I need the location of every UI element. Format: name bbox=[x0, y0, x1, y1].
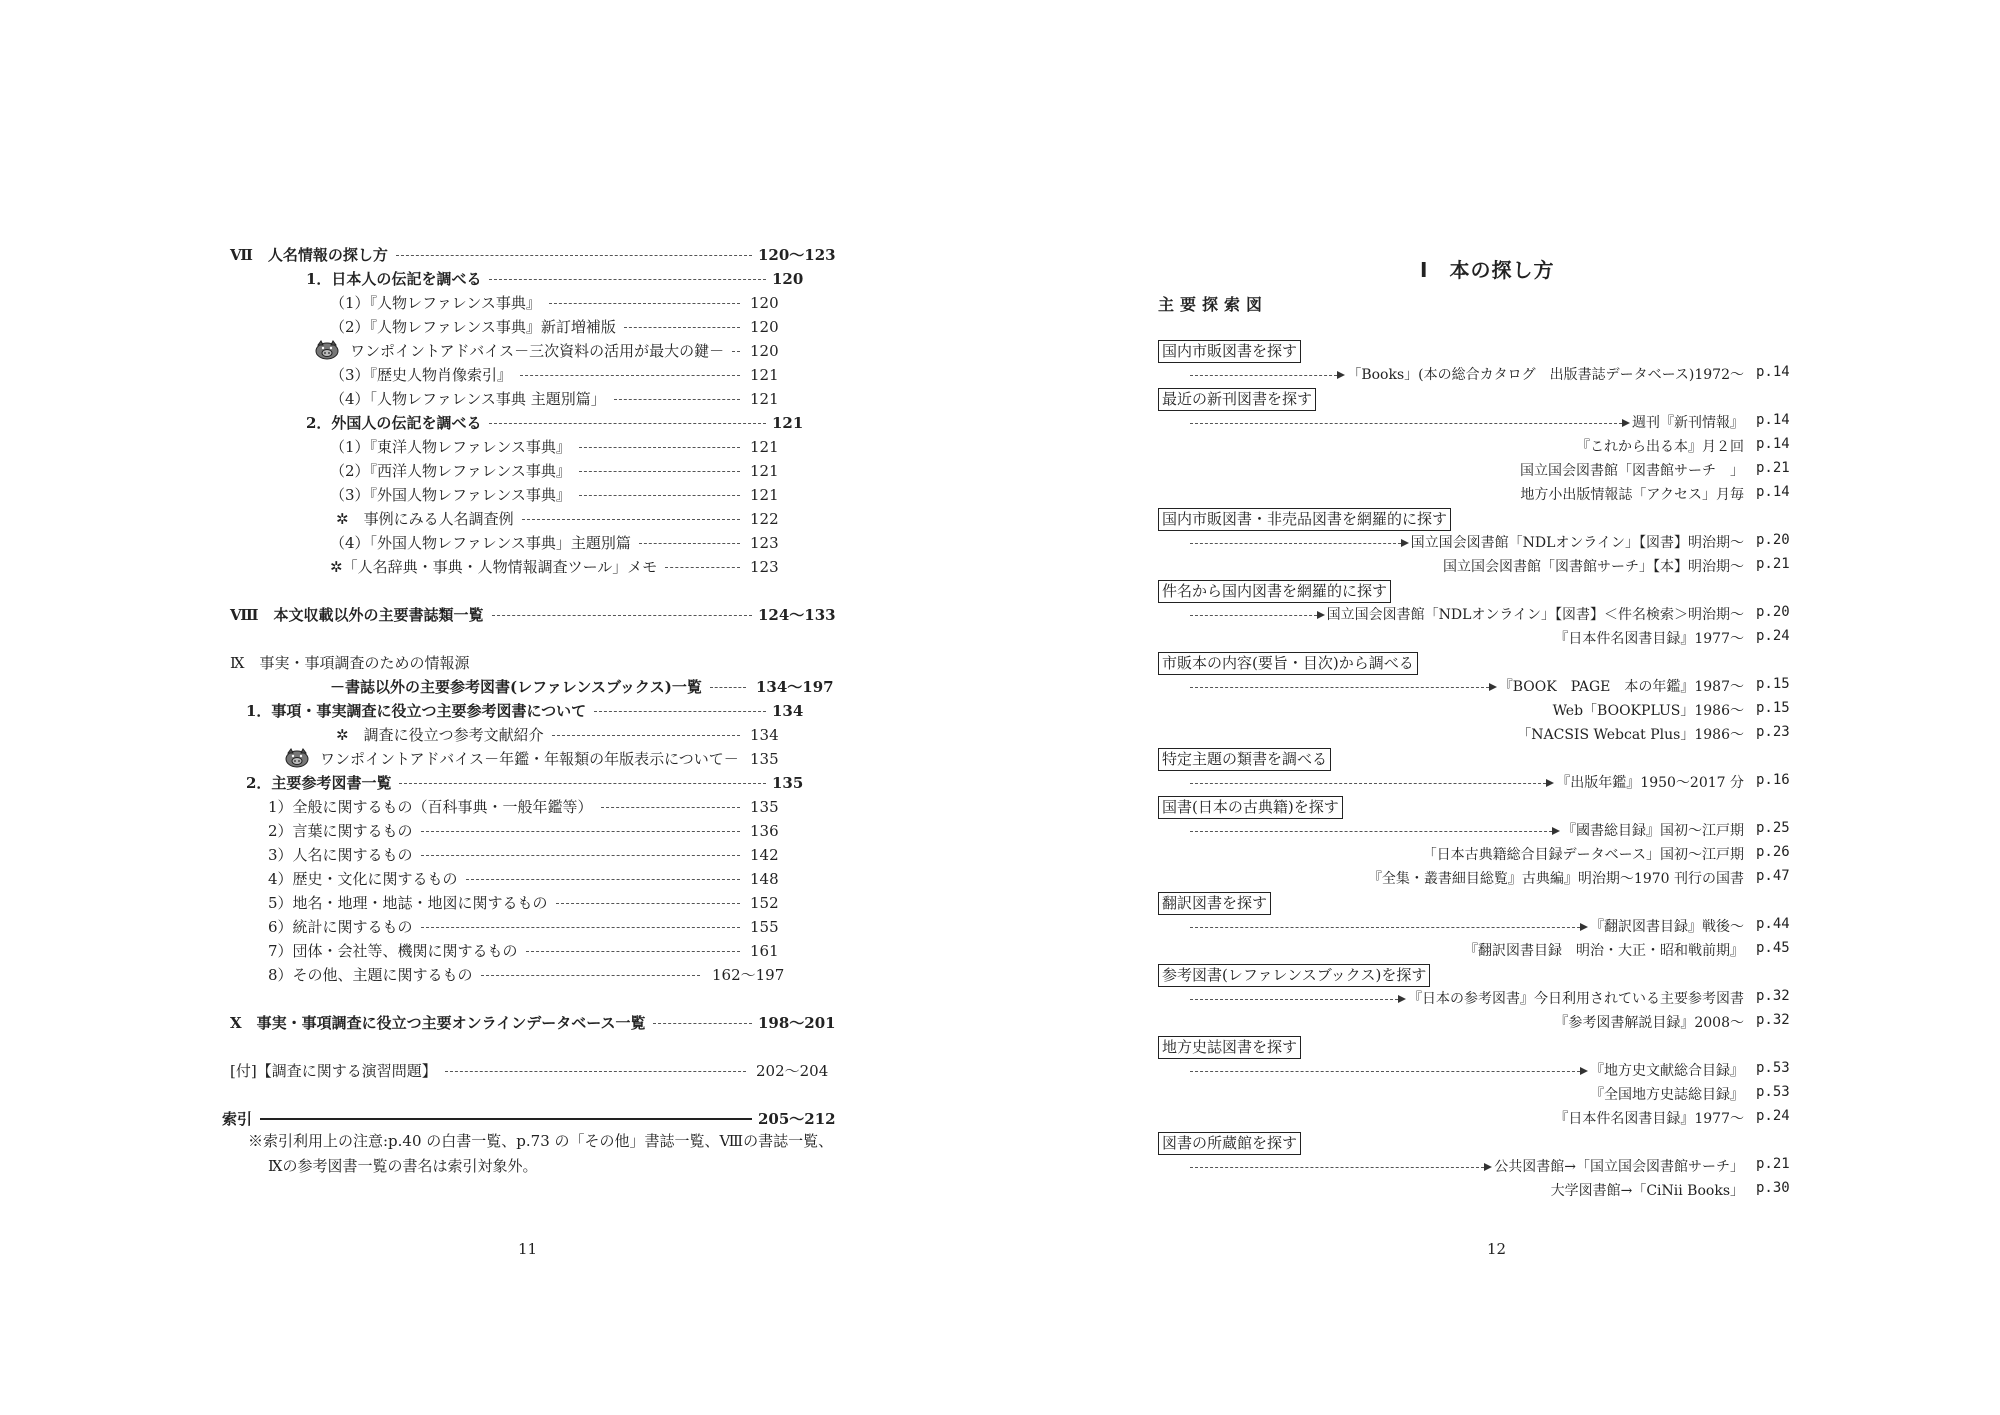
toc-entry-page: 198～201 bbox=[758, 1014, 836, 1032]
toc-entry-page: 122 bbox=[750, 510, 779, 528]
toc-entry-text: 6）統計に関するもの bbox=[268, 918, 413, 936]
toc-leader bbox=[492, 615, 752, 616]
result-item: 『日本件名図書目録』1977～ bbox=[1554, 631, 1744, 647]
result-item: Web「BOOKPLUS」1986～ bbox=[1552, 703, 1744, 719]
toc-entry-label bbox=[330, 460, 571, 482]
toc-entry-label bbox=[268, 964, 473, 986]
toc-leader bbox=[639, 543, 740, 544]
toc-leader bbox=[399, 783, 766, 784]
toc-entry bbox=[0, 364, 1000, 386]
toc-leader bbox=[594, 711, 766, 712]
result-page: p.30 bbox=[1756, 1180, 1790, 1196]
toc-entry-page: 135 bbox=[750, 798, 779, 816]
result-item: 『出版年鑑』1950～2017 分 bbox=[1556, 775, 1744, 791]
toc-leader bbox=[579, 471, 740, 472]
toc-entry-text: [付]【調査に関する演習問題】 bbox=[230, 1062, 437, 1080]
toc-entry bbox=[0, 412, 1000, 434]
category-box: 参考図書(レファレンスブックス)を探す bbox=[1158, 964, 1430, 987]
toc-entry bbox=[0, 724, 1000, 746]
toc-entry-label bbox=[330, 484, 571, 506]
toc-entry-text: ワンポイントアドバイス－年鑑・年報類の年版表示について－ bbox=[320, 750, 739, 768]
toc-entry-text: 4）歴史・文化に関するもの bbox=[268, 870, 458, 888]
toc-entry-text: Ⅶ 人名情報の探し方 bbox=[230, 246, 388, 264]
result-page: p.15 bbox=[1756, 676, 1790, 692]
toc-entry-label bbox=[284, 748, 739, 770]
toc-leader bbox=[614, 399, 740, 400]
toc-entry bbox=[0, 1012, 1000, 1034]
page-number-left: 11 bbox=[518, 1240, 538, 1258]
toc-entry-page: 120 bbox=[772, 270, 804, 288]
flow-arrow bbox=[1190, 783, 1546, 784]
toc-leader bbox=[653, 1023, 752, 1024]
toc-entry-label bbox=[306, 268, 481, 290]
toc-entry-text: 1．日本人の伝記を調べる bbox=[306, 270, 482, 288]
toc-entry bbox=[0, 532, 1000, 554]
result-page: p.20 bbox=[1756, 532, 1790, 548]
toc-entry-page: 142 bbox=[750, 846, 779, 864]
page-number-right: 12 bbox=[1487, 1240, 1507, 1258]
toc-entry-page: 121 bbox=[750, 462, 779, 480]
result-item: 国立国会図書館「図書館サーチ」【本】明治期～ bbox=[1443, 559, 1744, 575]
toc-entry bbox=[0, 244, 1000, 266]
toc-entry-text: （2）『人物レファレンス事典』新訂増補版 bbox=[330, 318, 616, 336]
category-box: 件名から国内図書を網羅的に探す bbox=[1158, 580, 1391, 603]
toc-entry-text: （3）『歴史人物肖像索引』 bbox=[330, 366, 513, 384]
result-item: 『参考図書解説目録』2008～ bbox=[1554, 1015, 1744, 1031]
toc-leader bbox=[421, 855, 740, 856]
result-item: 「日本古典籍総合目録データベース」国初～江戸期 bbox=[1422, 847, 1744, 863]
toc-entry-text: 索引 bbox=[222, 1110, 253, 1128]
result-item: 『國書総目録』国初～江戸期 bbox=[1562, 823, 1744, 839]
toc-entry bbox=[0, 436, 1000, 458]
toc-entry-label bbox=[336, 508, 514, 530]
result-page: p.23 bbox=[1756, 724, 1790, 740]
category-box: 図書の所蔵館を探す bbox=[1158, 1132, 1301, 1155]
toc-entry bbox=[0, 700, 1000, 722]
toc-leader bbox=[526, 951, 740, 952]
result-item: 国立国会図書館「NDLオンライン」【図書】明治期～ bbox=[1410, 535, 1744, 551]
toc-entry-page: 121 bbox=[750, 366, 779, 384]
category-box: 国書(日本の古典籍)を探す bbox=[1158, 796, 1343, 819]
toc-entry-label bbox=[330, 292, 541, 314]
toc-entry bbox=[0, 484, 1000, 506]
toc-entry-page: 161 bbox=[750, 942, 779, 960]
toc-entry-page: 135 bbox=[772, 774, 804, 792]
pig-icon bbox=[314, 342, 350, 360]
toc-entry-text: 3）人名に関するもの bbox=[268, 846, 413, 864]
result-page: p.21 bbox=[1756, 556, 1790, 572]
toc-entry-label bbox=[222, 1108, 252, 1130]
toc-entry-page: 120 bbox=[750, 294, 779, 312]
toc-leader bbox=[601, 807, 740, 808]
toc-leader bbox=[665, 567, 740, 568]
toc-entry bbox=[0, 940, 1000, 962]
arrow-head-icon bbox=[1546, 779, 1554, 787]
flow-arrow bbox=[1190, 831, 1552, 832]
toc-entry bbox=[0, 292, 1000, 314]
result-item: 『全国地方史誌総目録』 bbox=[1590, 1087, 1744, 1103]
result-page: p.32 bbox=[1756, 988, 1790, 1004]
toc-entry bbox=[0, 844, 1000, 866]
toc-entry-text: ✲ 事例にみる人名調査例 bbox=[336, 510, 514, 528]
toc-entry-label bbox=[314, 340, 724, 362]
toc-entry-label bbox=[246, 700, 586, 722]
toc-entry bbox=[0, 268, 1000, 290]
toc-entry bbox=[0, 916, 1000, 938]
arrow-head-icon bbox=[1622, 419, 1630, 427]
toc-entry bbox=[0, 340, 1000, 362]
toc-entry-page: 120 bbox=[750, 318, 779, 336]
result-item: 国立国会図書館「図書館サーチ 」 bbox=[1520, 463, 1744, 479]
result-page: p.53 bbox=[1756, 1060, 1790, 1076]
category-box: 国内市販図書・非売品図書を網羅的に探す bbox=[1158, 508, 1451, 531]
toc-entry bbox=[0, 556, 1000, 578]
result-item: 『地方史文献総合目録』 bbox=[1590, 1063, 1744, 1079]
toc-entry bbox=[0, 676, 1000, 698]
toc-entry-text: ワンポイントアドバイス－三次資料の活用が最大の鍵－ bbox=[350, 342, 725, 360]
flow-arrow bbox=[1190, 615, 1317, 616]
toc-entry-page: 148 bbox=[750, 870, 779, 888]
toc-entry bbox=[0, 388, 1000, 410]
result-page: p.21 bbox=[1756, 460, 1790, 476]
toc-entry-label bbox=[230, 604, 484, 626]
toc-entry-text: （4）「外国人物レファレンス事典」主題別篇 bbox=[330, 534, 631, 552]
toc-entry-page: 124～133 bbox=[758, 606, 836, 624]
result-page: p.32 bbox=[1756, 1012, 1790, 1028]
toc-entry-text: 2．主要参考図書一覧 bbox=[246, 774, 392, 792]
arrow-head-icon bbox=[1337, 371, 1345, 379]
toc-entry bbox=[0, 316, 1000, 338]
result-item: 『全集・叢書細目総覧』古典編』明治期～1970 刊行の国書 bbox=[1367, 871, 1744, 887]
result-page: p.14 bbox=[1756, 412, 1790, 428]
toc-entry-page: 121 bbox=[772, 414, 804, 432]
toc-entry bbox=[0, 748, 1000, 770]
toc-entry-label bbox=[230, 652, 469, 674]
toc-entry-label bbox=[330, 388, 606, 410]
toc-entry bbox=[0, 652, 1000, 674]
result-page: p.20 bbox=[1756, 604, 1790, 620]
result-page: p.15 bbox=[1756, 700, 1790, 716]
toc-entry-text: 7）団体・会社等、機関に関するもの bbox=[268, 942, 518, 960]
flow-arrow bbox=[1190, 927, 1580, 928]
toc-entry-text: ✲「人名辞典・事典・人物情報調査ツール」メモ bbox=[330, 558, 658, 576]
toc-entry-text: Ⅹ 事実・事項調査に役立つ主要オンラインデータベース一覧 bbox=[230, 1014, 646, 1032]
category-box: 特定主題の類書を調べる bbox=[1158, 748, 1331, 771]
arrow-head-icon bbox=[1489, 683, 1497, 691]
toc-leader bbox=[396, 255, 752, 256]
flow-arrow bbox=[1190, 375, 1337, 376]
result-item: 『翻訳図書目録』戦後～ bbox=[1590, 919, 1744, 935]
toc-leader bbox=[579, 447, 740, 448]
toc-entry bbox=[0, 772, 1000, 794]
arrow-head-icon bbox=[1484, 1163, 1492, 1171]
result-page: p.53 bbox=[1756, 1084, 1790, 1100]
flow-arrow bbox=[1190, 999, 1398, 1000]
toc-entry-page: 120 bbox=[750, 342, 779, 360]
result-item: 『日本件名図書目録』1977～ bbox=[1554, 1111, 1744, 1127]
toc-leader bbox=[552, 735, 740, 736]
toc-entry bbox=[0, 1108, 1000, 1130]
result-page: p.14 bbox=[1756, 484, 1790, 500]
toc-entry-page: 155 bbox=[750, 918, 779, 936]
toc-entry-label bbox=[268, 796, 593, 818]
toc-entry-label bbox=[306, 412, 481, 434]
flow-arrow bbox=[1190, 1167, 1484, 1168]
result-item: 公共図書館→「国立国会図書館サーチ」 bbox=[1494, 1159, 1744, 1175]
toc-entry-text: 1）全般に関するもの（百科事典・一般年鑑等） bbox=[268, 798, 593, 816]
toc-entry-text: 2．外国人の伝記を調べる bbox=[306, 414, 482, 432]
flow-arrow bbox=[1190, 687, 1489, 688]
toc-entry-label bbox=[230, 1012, 645, 1034]
toc-entry-label bbox=[330, 364, 512, 386]
toc-leader bbox=[710, 687, 746, 688]
toc-entry-text: （1）『人物レファレンス事典』 bbox=[330, 294, 541, 312]
toc-entry-label bbox=[246, 772, 391, 794]
result-item: 『BOOK PAGE 本の年鑑』1987～ bbox=[1498, 679, 1744, 695]
toc-entry bbox=[0, 868, 1000, 890]
result-page: p.21 bbox=[1756, 1156, 1790, 1172]
toc-entry-page: 121 bbox=[750, 390, 779, 408]
toc-entry-label bbox=[268, 820, 413, 842]
toc-entry-label bbox=[230, 244, 388, 266]
toc-entry-page: 205～212 bbox=[758, 1110, 836, 1128]
result-page: p.14 bbox=[1756, 436, 1790, 452]
category-box: 地方史誌図書を探す bbox=[1158, 1036, 1301, 1059]
toc-entry bbox=[0, 964, 1000, 986]
flow-arrow bbox=[1190, 543, 1401, 544]
result-page: p.14 bbox=[1756, 364, 1790, 380]
toc-entry-label bbox=[268, 916, 413, 938]
toc-entry-page: 123 bbox=[750, 558, 779, 576]
toc-entry bbox=[0, 604, 1000, 626]
toc-entry-label bbox=[268, 940, 518, 962]
category-box: 最近の新刊図書を探す bbox=[1158, 388, 1316, 411]
arrow-head-icon bbox=[1580, 1067, 1588, 1075]
arrow-head-icon bbox=[1401, 539, 1409, 547]
result-page: p.16 bbox=[1756, 772, 1790, 788]
toc-leader bbox=[549, 303, 740, 304]
index-note-line-2: Ⅸの参考図書一覧の書名は索引対象外。 bbox=[268, 1157, 538, 1175]
toc-entry bbox=[0, 892, 1000, 914]
toc-entry bbox=[0, 1060, 1000, 1082]
result-item: 「Books」(本の総合カタログ 出版書誌データベース)1972～ bbox=[1347, 367, 1744, 383]
toc-entry-text: 1．事項・事実調査に役立つ主要参考図書について bbox=[246, 702, 587, 720]
toc-leader bbox=[624, 327, 740, 328]
toc-entry-page: 134 bbox=[750, 726, 779, 744]
toc-entry-text: （4）「人物レファレンス事典 主題別篇」 bbox=[330, 390, 606, 408]
toc-leader bbox=[520, 375, 740, 376]
result-item: 「NACSIS Webcat Plus」1986～ bbox=[1517, 727, 1744, 743]
arrow-head-icon bbox=[1580, 923, 1588, 931]
result-item: 『翻訳図書目録 明治・大正・昭和戦前期』 bbox=[1464, 943, 1744, 959]
toc-entry-text: ✲ 調査に役立つ参考文献紹介 bbox=[336, 726, 544, 744]
figure-title: 主要探索図 bbox=[1158, 295, 1269, 314]
chapter-title: Ⅰ 本の探し方 bbox=[1420, 258, 1555, 282]
result-item: 『これから出る本』月２回 bbox=[1576, 439, 1744, 455]
result-item: 週刊『新刊情報』 bbox=[1632, 415, 1744, 431]
toc-entry-text: －書誌以外の主要参考図書(レファレンスブックス)一覧 bbox=[330, 678, 702, 696]
toc-entry-text: （2）『西洋人物レファレンス事典』 bbox=[330, 462, 571, 480]
toc-leader bbox=[732, 351, 740, 352]
toc-leader bbox=[489, 279, 766, 280]
toc-entry bbox=[0, 796, 1000, 818]
result-page: p.24 bbox=[1756, 1108, 1790, 1124]
result-page: p.24 bbox=[1756, 628, 1790, 644]
result-item: 大学図書館→「CiNii Books」 bbox=[1550, 1183, 1744, 1199]
result-item: 地方小出版情報誌「アクセス」月毎 bbox=[1520, 487, 1744, 503]
flow-arrow bbox=[1190, 1071, 1580, 1072]
toc-entry-text: （3）『外国人物レファレンス事典』 bbox=[330, 486, 571, 504]
result-page: p.44 bbox=[1756, 916, 1790, 932]
result-item: 『日本の参考図書』今日利用されている主要参考図書 bbox=[1408, 991, 1744, 1007]
toc-entry-label bbox=[330, 556, 657, 578]
flow-arrow bbox=[1190, 423, 1622, 424]
toc-entry-label bbox=[268, 892, 548, 914]
toc-entry bbox=[0, 508, 1000, 530]
pig-icon bbox=[284, 750, 320, 768]
toc-entry-text: （1）『東洋人物レファレンス事典』 bbox=[330, 438, 571, 456]
toc-entry-page: 120～123 bbox=[758, 246, 836, 264]
toc-entry-page: 162～197 bbox=[712, 966, 785, 984]
toc-entry-text: 5）地名・地理・地誌・地図に関するもの bbox=[268, 894, 548, 912]
toc-entry bbox=[0, 820, 1000, 842]
toc-entry bbox=[0, 460, 1000, 482]
toc-entry-text: Ⅷ 本文収載以外の主要書誌類一覧 bbox=[230, 606, 484, 624]
toc-entry-label bbox=[268, 844, 413, 866]
toc-entry-page: 135 bbox=[750, 750, 779, 768]
toc-entry-label bbox=[336, 724, 544, 746]
toc-leader bbox=[260, 1118, 752, 1120]
result-page: p.47 bbox=[1756, 868, 1790, 884]
toc-leader bbox=[445, 1071, 746, 1072]
toc-entry-page: 121 bbox=[750, 438, 779, 456]
toc-leader bbox=[466, 879, 740, 880]
toc-entry-page: 121 bbox=[750, 486, 779, 504]
toc-entry-text: 8）その他、主題に関するもの bbox=[268, 966, 473, 984]
toc-entry-text: 2）言葉に関するもの bbox=[268, 822, 413, 840]
toc-leader bbox=[522, 519, 740, 520]
toc-leader bbox=[489, 423, 766, 424]
category-box: 市販本の内容(要旨・目次)から調べる bbox=[1158, 652, 1418, 675]
toc-entry-page: 136 bbox=[750, 822, 779, 840]
result-page: p.25 bbox=[1756, 820, 1790, 836]
toc-leader bbox=[481, 975, 700, 976]
arrow-head-icon bbox=[1398, 995, 1406, 1003]
toc-entry-page: 152 bbox=[750, 894, 779, 912]
right-page bbox=[1000, 0, 2000, 1415]
result-item: 国立国会図書館「NDLオンライン」【図書】＜件名検索＞明治期～ bbox=[1326, 607, 1744, 623]
index-note-line-1: ※索引利用上の注意:p.40 の白書一覧、p.73 の「その他」書誌一覧、Ⅷの書誌一覧、 bbox=[248, 1132, 834, 1150]
toc-entry-text: Ⅸ 事実・事項調査のための情報源 bbox=[230, 654, 470, 672]
toc-leader bbox=[556, 903, 740, 904]
arrow-head-icon bbox=[1552, 827, 1560, 835]
toc-leader bbox=[579, 495, 740, 496]
toc-entry-page: 123 bbox=[750, 534, 779, 552]
result-page: p.26 bbox=[1756, 844, 1790, 860]
toc-entry-label bbox=[230, 1060, 437, 1082]
toc-leader bbox=[421, 831, 740, 832]
toc-entry-label bbox=[330, 532, 631, 554]
toc-entry-label bbox=[330, 436, 571, 458]
toc-entry-label bbox=[268, 868, 458, 890]
toc-entry-page: 202～204 bbox=[756, 1062, 829, 1080]
result-page: p.45 bbox=[1756, 940, 1790, 956]
toc-entry-label bbox=[330, 316, 616, 338]
toc-entry-page: 134 bbox=[772, 702, 804, 720]
category-box: 国内市販図書を探す bbox=[1158, 340, 1301, 363]
toc-entry-page: 134～197 bbox=[756, 678, 834, 696]
category-box: 翻訳図書を探す bbox=[1158, 892, 1271, 915]
toc-leader bbox=[421, 927, 740, 928]
arrow-head-icon bbox=[1317, 611, 1325, 619]
toc-entry-label bbox=[330, 676, 702, 698]
